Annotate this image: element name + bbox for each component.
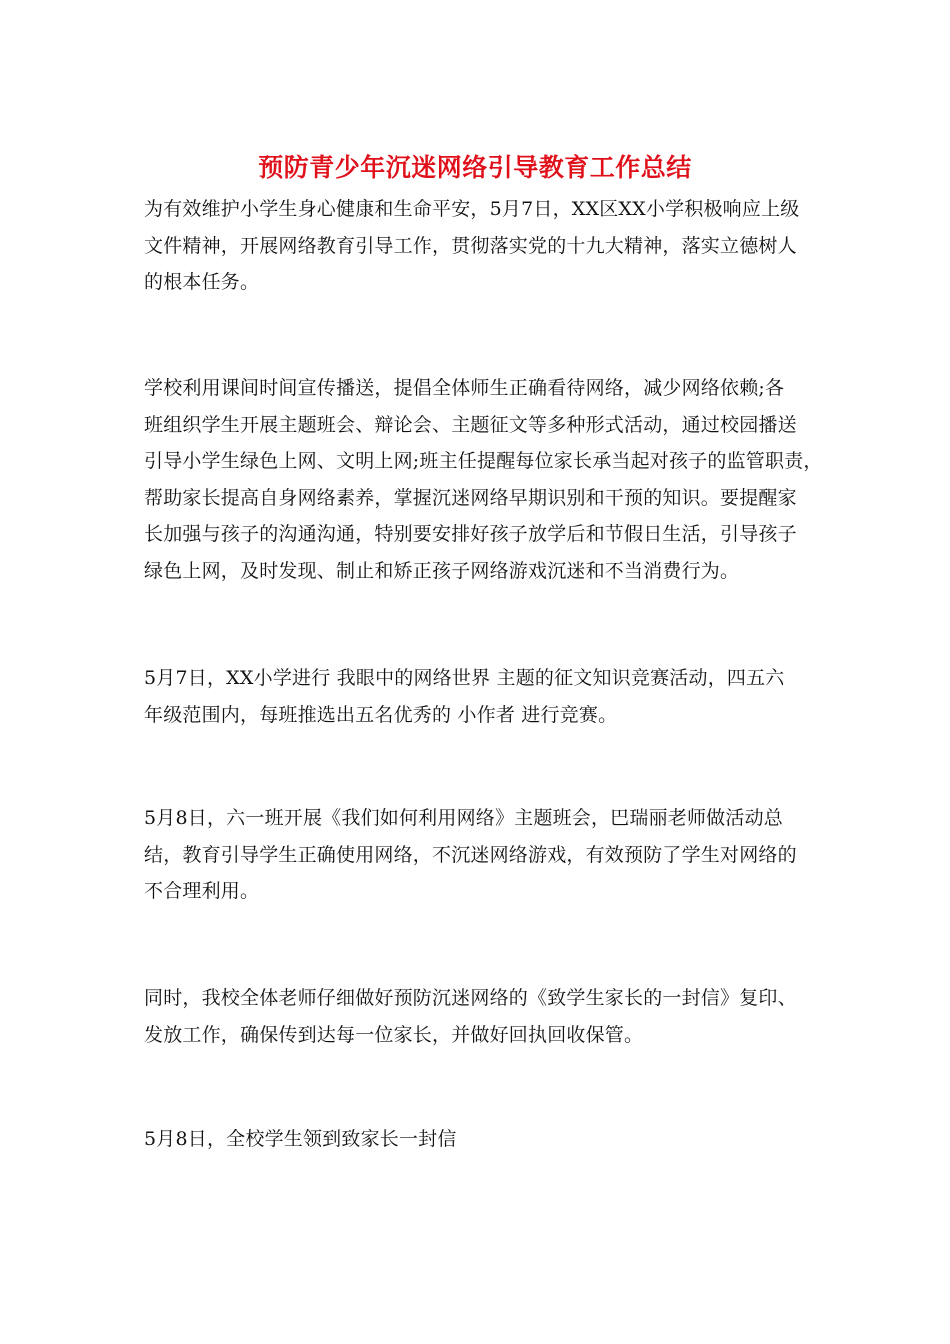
paragraph-line: 结，教育引导学生正确使用网络，不沉迷网络游戏，有效预防了学生对网络的 xyxy=(144,843,797,866)
paragraph-line: 帮助家长提高自身网络素养，掌握沉迷网络早期识别和干预的知识。要提醒家 xyxy=(144,486,797,509)
document-title: 预防青少年沉迷网络引导教育工作总结 xyxy=(258,153,692,182)
paragraph-4 xyxy=(144,800,824,910)
paragraph-line: 年级范围内，每班推选出五名优秀的 小作者 进行竞赛。 xyxy=(144,703,618,726)
paragraph-line: 引导小学生绿色上网、文明上网;班主任提醒每位家长承当起对孩子的监管职责， xyxy=(144,450,823,472)
paragraph-5 xyxy=(144,980,824,1053)
paragraph-line: 5月8日，全校学生领到致家长一封信 xyxy=(144,1128,457,1150)
paragraph-6 xyxy=(144,1121,824,1158)
paragraph-line: 的根本任务。 xyxy=(144,271,260,293)
paragraph-1 xyxy=(144,191,824,301)
paragraph-line: 不合理利用。 xyxy=(144,880,260,902)
paragraph-line: 同时，我校全体老师仔细做好预防沉迷网络的《致学生家长的一封信》复印、 xyxy=(144,987,797,1009)
paragraph-line: 班组织学生开展主题班会、辩论会、主题征文等多种形式活动，通过校园播送 xyxy=(144,413,797,436)
paragraph-line: 长加强与孩子的沟通沟通，特别要安排好孩子放学后和节假日生活，引导孩子 xyxy=(144,523,797,545)
paragraph-line: 5月7日，XX小学进行 我眼中的网络世界 主题的征文知识竞赛活动，四五六 xyxy=(144,667,785,689)
paragraph-line: 为有效维护小学生身心健康和生命平安，5月7日，XX区XX小学积极响应上级 xyxy=(144,198,800,220)
paragraph-line: 学校利用课间时间宣传播送，提倡全体师生正确看待网络，减少网络依赖;各 xyxy=(144,377,785,399)
paragraph-line: 绿色上网，及时发现、制止和矫正孩子网络游戏沉迷和不当消费行为。 xyxy=(144,559,740,582)
paragraph-line: 文件精神，开展网络教育引导工作，贯彻落实党的十九大精神，落实立德树人 xyxy=(144,234,797,257)
paragraph-line: 发放工作，确保传到达每一位家长，并做好回执回收保管。 xyxy=(144,1023,644,1046)
paragraph-2 xyxy=(144,370,824,589)
paragraph-line: 5月8日，六一班开展《我们如何利用网络》主题班会，巴瑞丽老师做活动总 xyxy=(144,807,783,829)
paragraph-3 xyxy=(144,660,824,733)
